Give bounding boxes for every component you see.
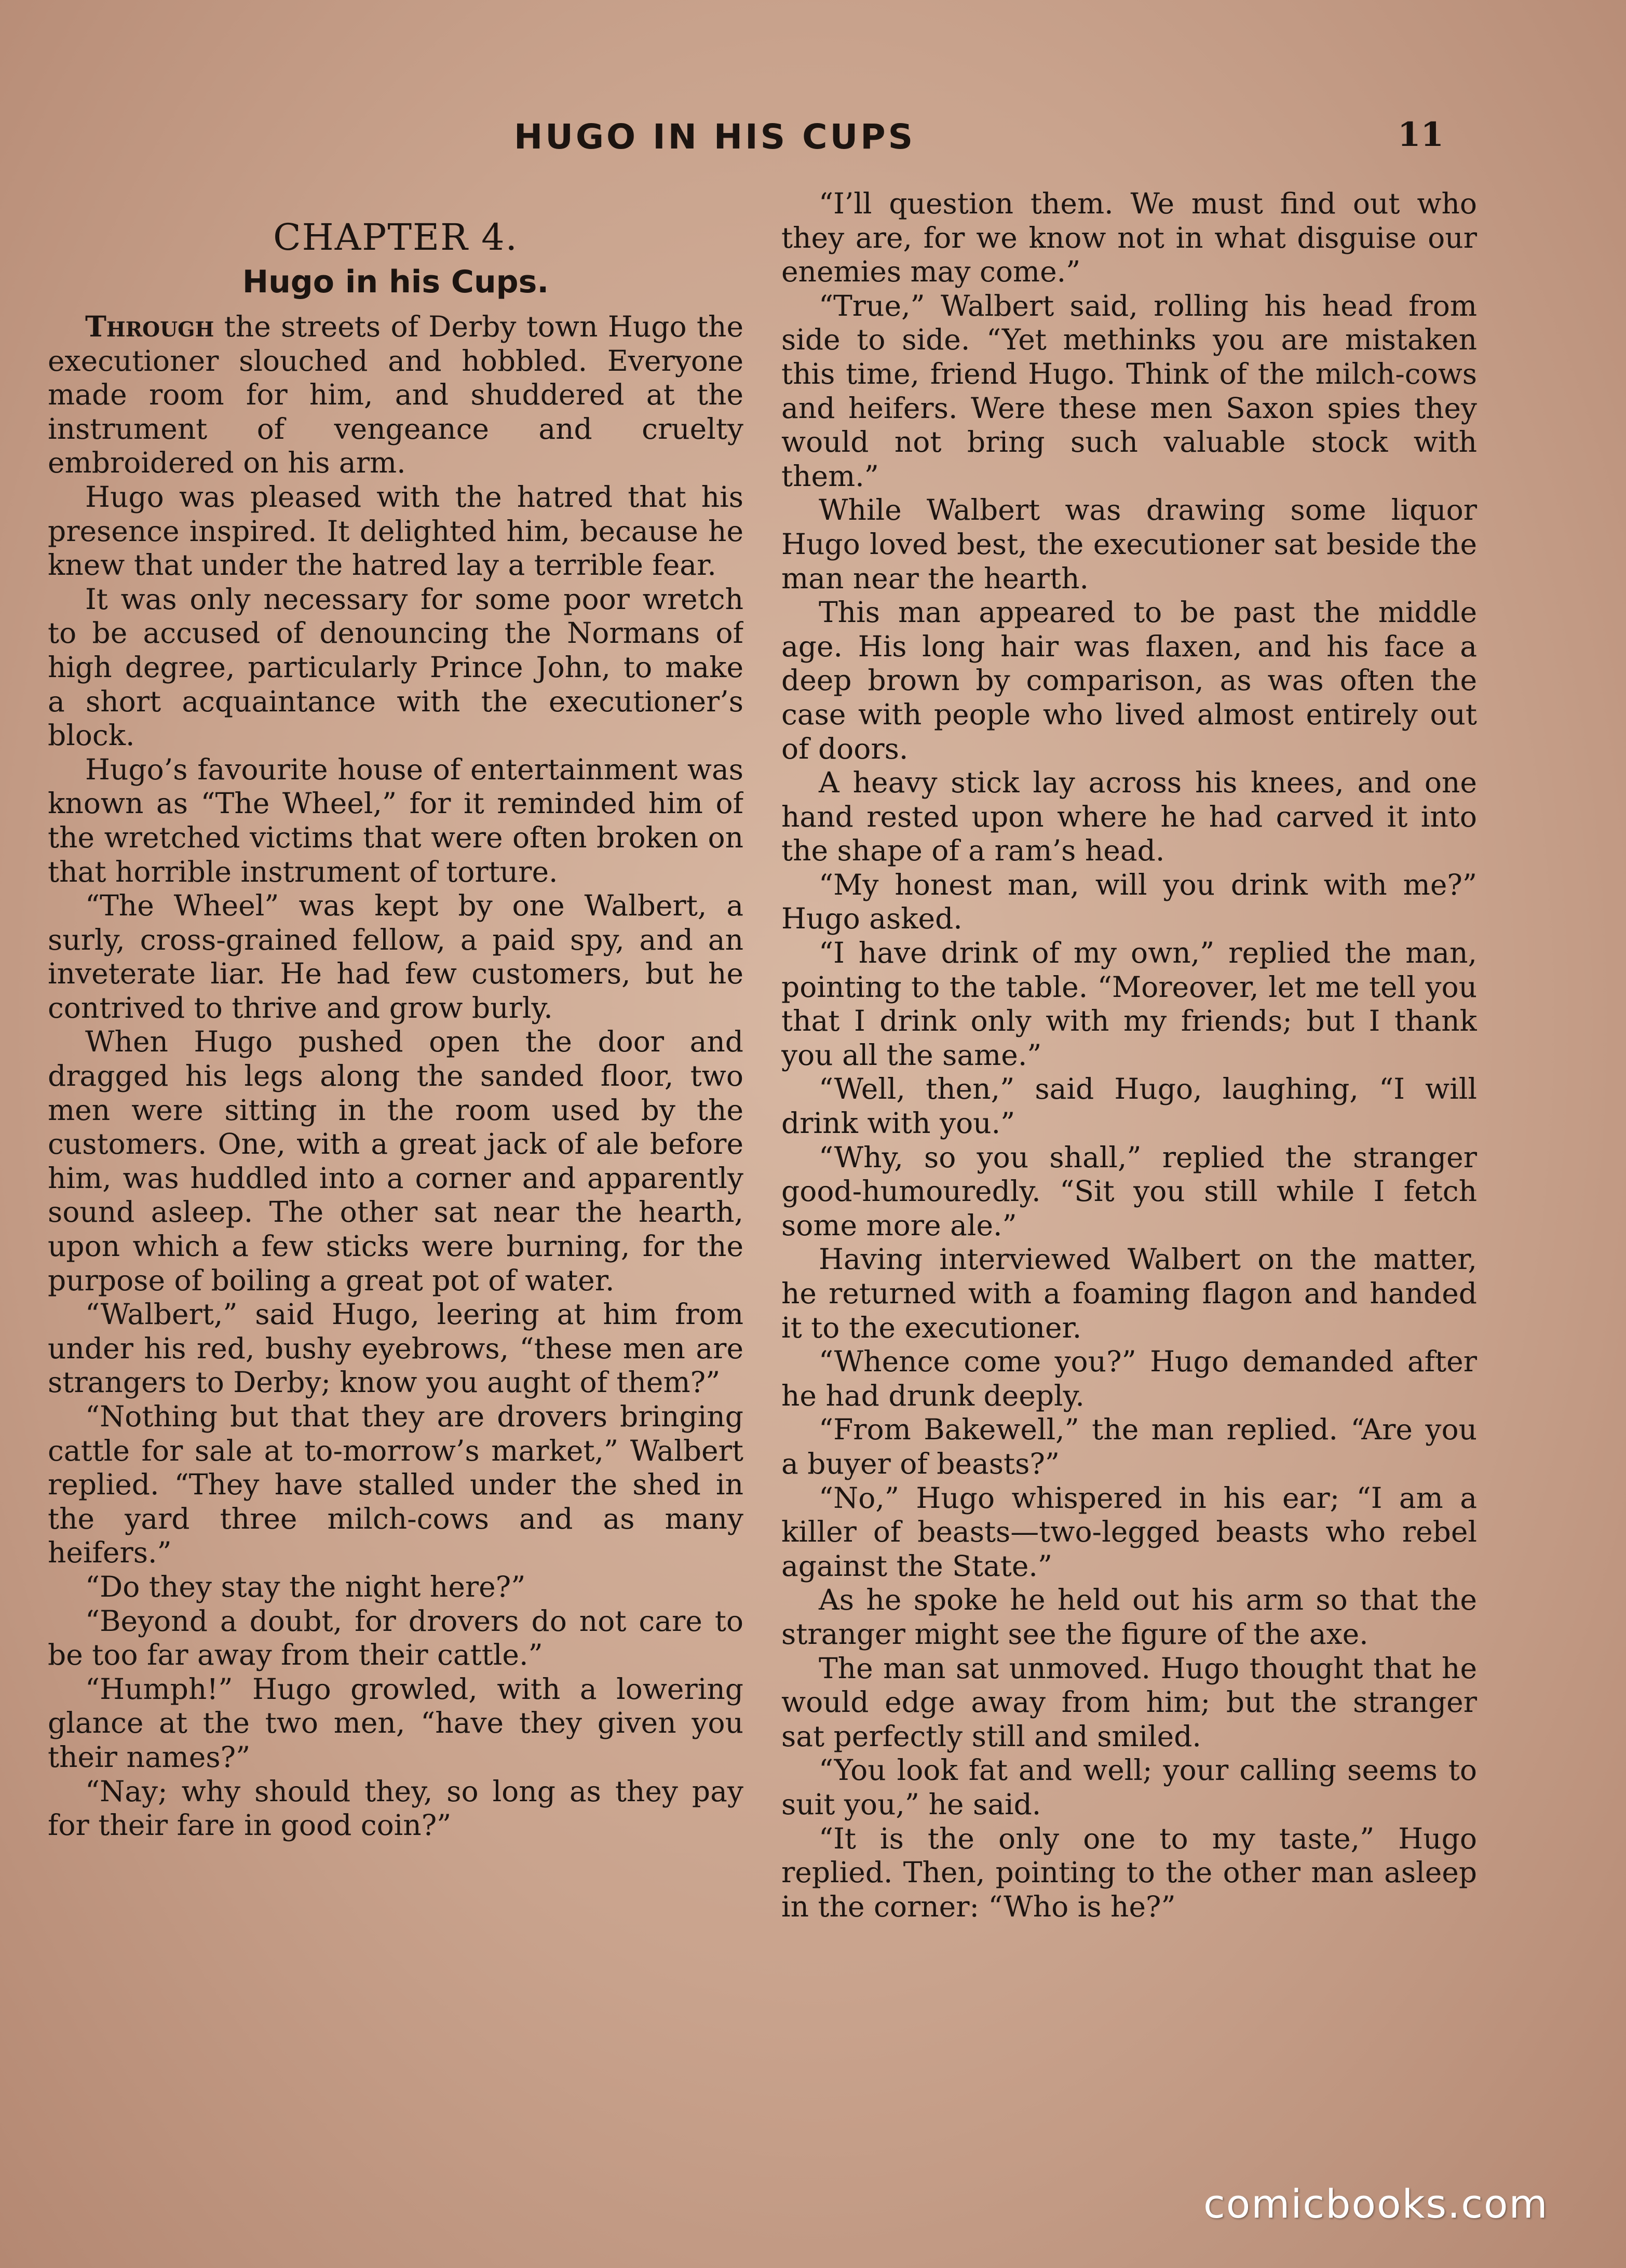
paragraph: The man sat unmoved. Hugo thought that he would edge away from him; but the stranger sat perfectly still and smiled. (781, 1651, 1477, 1753)
paragraph: “The Wheel” was kept by one Walbert, a surly, cross-grained fellow, a paid spy, and an inveterate liar. He had few customers, but he contrived to thrive and grow burly. (48, 889, 743, 1024)
right-column (781, 187, 1477, 2150)
paragraph: As he spoke he held out his arm so that the stranger might see the figure of the axe. (781, 1583, 1477, 1651)
paragraph: “No,” Hugo whispered in his ear; “I am a killer of beasts—two-legged beasts who rebel against the State.” (781, 1481, 1477, 1583)
left-column (48, 187, 743, 2150)
paragraph: “Do they stay the night here?” (85, 1570, 526, 1603)
paragraph: “Humph!” Hugo growled, with a lowering glance at the two men, “have they given you their names?” (48, 1672, 743, 1774)
paragraph: Having interviewed Walbert on the matter, he returned with a foaming flagon and handed it to the executioner. (781, 1243, 1477, 1344)
chapter-number: CHAPTER 4. (273, 216, 518, 259)
paragraph: “I have drink of my own,” replied the man, pointing to the table. “Moreover, let me tell you that I drink only with my friends; but I thank you all the same.” (781, 936, 1477, 1072)
paragraph: When Hugo pushed open the door and dragged his legs along the sanded floor, two men were sitting in the room used by the customers. One, with a great jack of ale before him, was huddled into a corner and apparently sound asleep. The other sat near the hearth, upon which a few sticks were burning, for the purpose of boiling a great pot of water. (48, 1025, 743, 1297)
paragraph: “Beyond a doubt, for drovers do not care to be too far away from their cattle.” (48, 1604, 743, 1672)
opening-text: the streets of Derby town Hugo the executioner slouched and hobbled. Everyone made room for him, and shuddered at the instrument of vengeance and cruelty embroidered on his arm. (48, 310, 743, 480)
drop-word: Through (85, 309, 214, 343)
running-title: HUGO IN HIS CUPS (514, 117, 916, 157)
paragraph: “You look fat and well; your calling seems to suit you,” he said. (781, 1753, 1477, 1821)
paragraph: “Why, so you shall,” replied the stranger good-humouredly. “Sit you still while I fetch some more ale.” (781, 1140, 1477, 1242)
paragraph: “I’ll question them. We must find out who they are, for we know not in what disguise our enemies may come.” (781, 187, 1477, 289)
paragraph: A heavy stick lay across his knees, and one hand rested upon where he had carved it into the shape of a ram’s head. (781, 766, 1477, 868)
paragraph: “From Bakewell,” the man replied. “Are you a buyer of beasts?” (781, 1413, 1477, 1480)
paragraph: “Nay; why should they, so long as they pay for their fare in good coin?” (48, 1774, 743, 1842)
paragraph: Hugo was pleased with the hatred that his presence inspired. It delighted him, because he knew that under the hatred lay a terrible fear. (48, 480, 743, 582)
paragraph: While Walbert was drawing some liquor Hugo loved best, the executioner sat beside the man near the hearth. (781, 493, 1477, 595)
site-watermark: comicbooks.com (1203, 2181, 1549, 2227)
paragraph: It was only necessary for some poor wretch to be accused of denouncing the Normans of high degree, particularly Prince John, to make a short acquaintance with the executioner’s block. (48, 582, 743, 752)
paragraph: This man appeared to be past the middle age. His long hair was flaxen, and his face a deep brown by comparison, as was often the case with people who lived almost entirely out of doors. (781, 596, 1477, 765)
chapter-title: Hugo in his Cups. (242, 264, 549, 300)
paragraph: “Walbert,” said Hugo, leering at him from under his red, bushy eyebrows, “these men are strangers to Derby; know you aught of them?” (48, 1298, 743, 1399)
paragraph: “Nothing but that they are drovers bringing cattle for sale at to-morrow’s market,” Walbert replied. “They have stalled under the shed in the yard three milch-cows and as many heifers.” (48, 1400, 743, 1570)
paragraph: “It is the only one to my taste,” Hugo replied. Then, pointing to the other man asleep in the corner: “Who is he?” (781, 1821, 1477, 1923)
paragraph: “My honest man, will you drink with me?” Hugo asked. (781, 868, 1477, 936)
paragraph: Hugo’s favourite house of entertainment was known as “The Wheel,” for it reminded him of the wretched victims that were often broken on that horrible instrument of torture. (48, 752, 743, 888)
paragraph: “Whence come you?” Hugo demanded after he had drunk deeply. (781, 1345, 1477, 1412)
page-number: 11 (1398, 115, 1444, 154)
paragraph: “True,” Walbert said, rolling his head from side to side. “Yet methinks you are mistaken this time, friend Hugo. Think of the milch-cows and heifers. Were these men Saxon spies they would not bring such valuable stock with them.” (781, 289, 1477, 493)
paragraph: “Well, then,” said Hugo, laughing, “I will drink with you.” (781, 1072, 1477, 1140)
opening-paragraph (48, 309, 743, 480)
